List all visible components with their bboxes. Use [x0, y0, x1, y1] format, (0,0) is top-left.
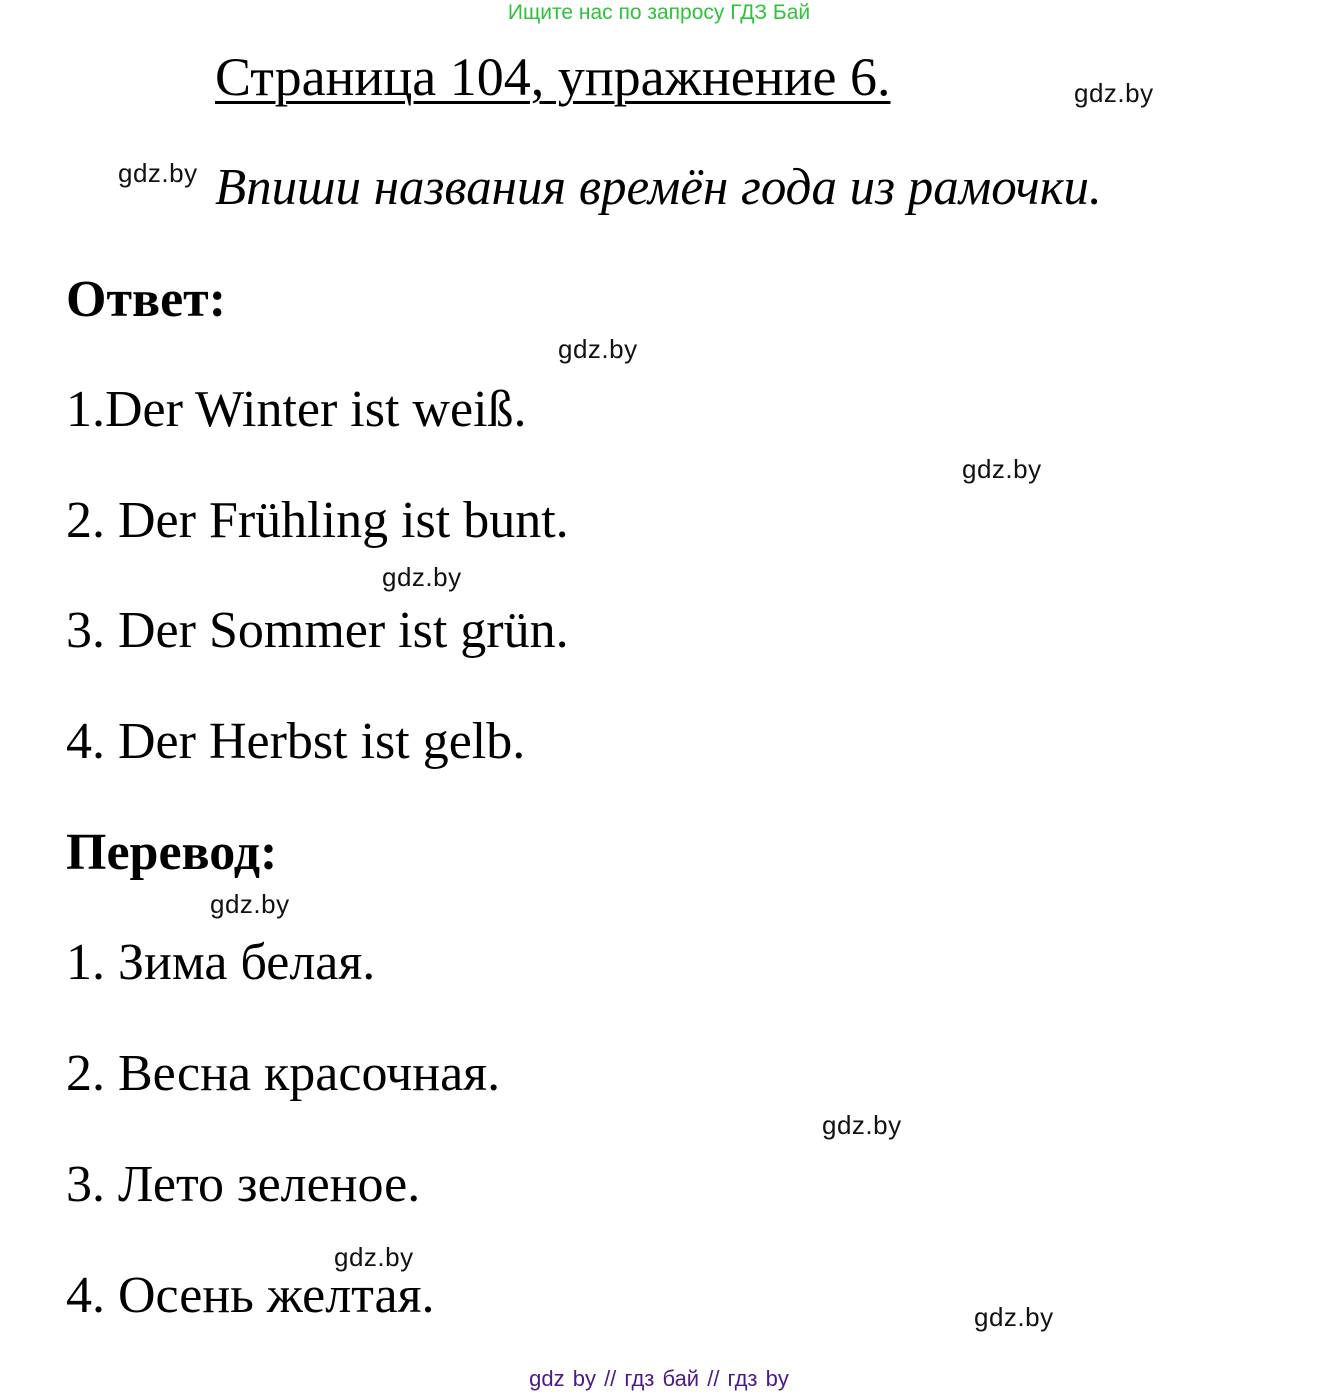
answer-item-1: 1.Der Winter ist weiß.	[66, 381, 527, 438]
footer-links[interactable]: gdz by // гдз бай // гдз by	[529, 1366, 789, 1391]
watermark: gdz.by	[1074, 78, 1154, 108]
watermark: gdz.by	[974, 1302, 1054, 1332]
watermark: gdz.by	[118, 158, 198, 188]
answer-heading: Ответ:	[66, 271, 227, 328]
watermark: gdz.by	[962, 454, 1042, 484]
watermark: gdz.by	[558, 334, 638, 364]
answer-item-3: 3. Der Sommer ist grün.	[66, 602, 569, 659]
watermark: gdz.by	[382, 562, 462, 592]
translation-item-4: 4. Осень желтая.	[66, 1267, 435, 1324]
translation-item-2: 2. Весна красочная.	[66, 1045, 501, 1102]
task-instruction: Впиши названия времён года из рамочки.	[215, 159, 1102, 216]
translation-heading: Перевод:	[66, 824, 278, 881]
translation-item-1: 1. Зима белая.	[66, 934, 376, 991]
watermark: gdz.by	[822, 1110, 902, 1140]
watermark: gdz.by	[334, 1242, 414, 1272]
answer-item-2: 2. Der Frühling ist bunt.	[66, 492, 569, 549]
watermark: gdz.by	[210, 889, 290, 919]
answer-item-4: 4. Der Herbst ist gelb.	[66, 713, 526, 770]
page-title: Страница 104, упражнение 6.	[215, 47, 891, 107]
top-banner-link[interactable]: Ищите нас по запросу ГДЗ Бай	[507, 1, 811, 24]
translation-item-3: 3. Лето зеленое.	[66, 1156, 421, 1213]
